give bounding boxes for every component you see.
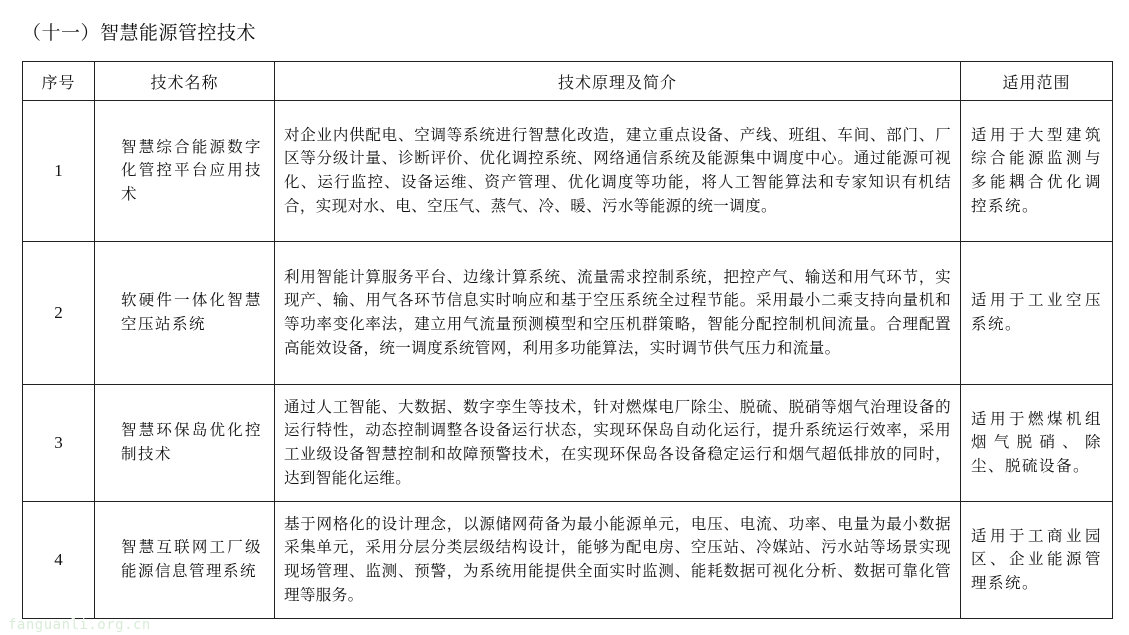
- row-scope: 适用于燃煤机组烟气脱硝、除尘、脱硫设备。: [961, 385, 1113, 502]
- row-description: 基于网格化的设计理念，以源储网荷备为最小能源单元，电压、电流、功率、电量为最小数据采集单元，采用分层分类层级结构设计，能够为配电房、空压站、冷媒站、污水站等场景实现现场管理、监测、预警，为系统用能提供全面实时监测、能耗数据可视化分析、数据可靠化管理等服务。: [275, 502, 961, 619]
- row-description: 利用智能计算服务平台、边缘计算系统、流量需求控制系统，把控产气、输送和用气环节，实现产、输、用气各环节信息实时响应和基于空压系统全过程节能。采用最小二乘支持向量机和等功率变化率法，建立用气流量预测模型和空压机群策略，智能分配控制机间流量。合理配置高能效设备，统一调度系统管网，利用多功能算法，实时调节供气压力和流量。: [275, 242, 961, 385]
- table-row: [23, 242, 1113, 385]
- row-tech-name: 智慧互联网工厂级能源信息管理系统: [95, 502, 275, 619]
- watermark: fanguanli.org.cn: [8, 617, 151, 633]
- row-serial-no: 1: [23, 101, 95, 242]
- header-serial-no: 序号: [23, 62, 95, 101]
- row-scope: 适用于工业空压系统。: [961, 242, 1113, 385]
- header-scope: 适用范围: [961, 62, 1113, 101]
- row-serial-no: 4: [23, 502, 95, 619]
- section-title: （十一）智慧能源管控技术: [22, 22, 257, 44]
- header-principle: 技术原理及简介: [275, 62, 961, 101]
- row-description: 通过人工智能、大数据、数字孪生等技术，针对燃煤电厂除尘、脱硫、脱硝等烟气治理设备的运行特性，动态控制调整各设备运行状态，实现环保岛自动化运行，提升系统运行效率，采用工业级设备智慧控制和故障预警技术，在实现环保岛各设备稳定运行和烟气超低排放的同时，达到智能化运维。: [275, 385, 961, 502]
- row-tech-name: 智慧综合能源数字化管控平台应用技术: [95, 101, 275, 242]
- row-tech-name: 智慧环保岛优化控制技术: [95, 385, 275, 502]
- row-tech-name: 软硬件一体化智慧空压站系统: [95, 242, 275, 385]
- header-tech-name: 技术名称: [95, 62, 275, 101]
- table-row: [23, 101, 1113, 242]
- row-description: 对企业内供配电、空调等系统进行智慧化改造，建立重点设备、产线、班组、车间、部门、厂区等分级计量、诊断评价、优化调控系统、网络通信系统及能源集中调度中心。通过能源可视化、运行监控、设备运维、资产管理、优化调度等功能，将人工智能算法和专家知识有机结合，实现对水、电、空压气、蒸气、冷、暖、污水等能源的统一调度。: [275, 101, 961, 242]
- table-row: [23, 385, 1113, 502]
- table-row: [23, 502, 1113, 619]
- row-scope: 适用于大型建筑综合能源监测与多能耦合优化调控系统。: [961, 101, 1113, 242]
- row-serial-no: 3: [23, 385, 95, 502]
- row-scope: 适用于工商业园区、企业能源管理系统。: [961, 502, 1113, 619]
- row-serial-no: 2: [23, 242, 95, 385]
- table-header-row: [23, 62, 1113, 101]
- technology-table: [22, 61, 1113, 619]
